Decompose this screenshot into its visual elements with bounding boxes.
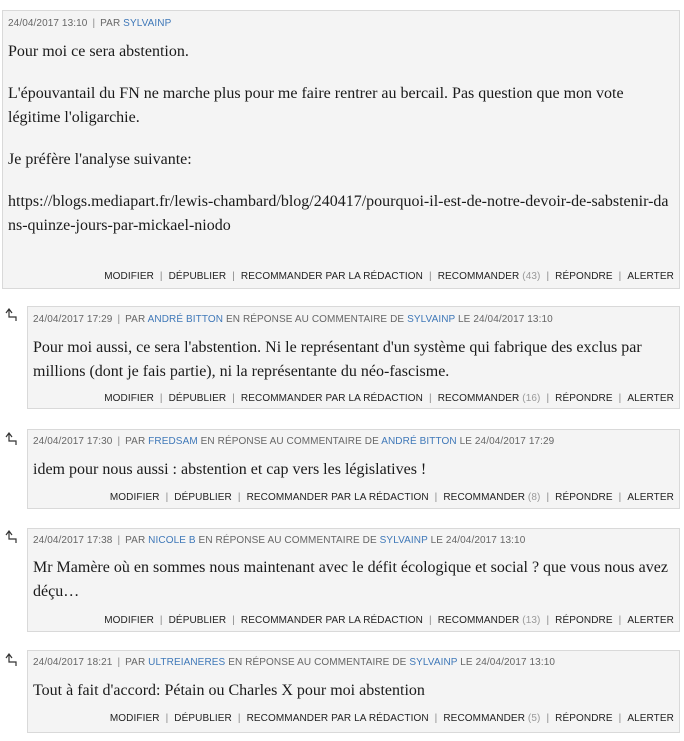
recommander-redaction-link[interactable]: RECOMMANDER PAR LA RÉDACTION xyxy=(240,271,423,282)
recommander-redaction-link[interactable]: RECOMMANDER PAR LA RÉDACTION xyxy=(246,713,429,724)
comment-2-actions: MODIFIER | DÉPUBLIER | RECOMMANDER PAR LA RÉDACTION | RECOMMANDER (16) | RÉPONDRE | ALERTER xyxy=(104,393,674,404)
depublier-link[interactable]: DÉPUBLIER xyxy=(174,713,232,724)
reply-arrow-icon xyxy=(4,432,18,446)
modifier-link[interactable]: MODIFIER xyxy=(109,713,160,724)
repondre-link[interactable]: RÉPONDRE xyxy=(555,492,613,503)
comment-2-meta: 24/04/2017 17:29 | PAR ANDRÉ BITTON EN RÉPONSE AU COMMENTAIRE DE SYLVAINP LE 24/04/2017 13:10 xyxy=(33,314,553,325)
comment-paragraph: L'épouvantail du FN ne marche plus pour me faire rentrer au bercail. Pas question que mon vote légitime l'oligarchie. xyxy=(8,85,624,126)
repondre-link[interactable]: RÉPONDRE xyxy=(555,393,613,404)
comment-paragraph: Pour moi ce sera abstention. xyxy=(8,43,189,60)
reply-to-link[interactable]: SYLVAINP xyxy=(379,535,428,546)
recommend-count: (16) xyxy=(522,393,541,404)
recommander-link[interactable]: RECOMMANDER xyxy=(437,615,520,626)
comment-4-actions: MODIFIER | DÉPUBLIER | RECOMMANDER PAR LA RÉDACTION | RECOMMANDER (13) | RÉPONDRE | ALERTER xyxy=(104,615,674,626)
recommend-count: (13) xyxy=(522,615,541,626)
author-link[interactable]: ANDRÉ BITTON xyxy=(147,314,224,325)
comment-1-body xyxy=(8,40,672,238)
comment-1-meta: 24/04/2017 13:10 | PAR SYLVAINP xyxy=(8,18,172,29)
comment-3-meta: 24/04/2017 17:30 | PAR FREDSAM EN RÉPONSE AU COMMENTAIRE DE ANDRÉ BITTON LE 24/04/2017 17:29 xyxy=(33,436,555,447)
alerter-link[interactable]: ALERTER xyxy=(627,492,674,503)
recommend-count: (5) xyxy=(527,713,541,724)
comment-5-actions: MODIFIER | DÉPUBLIER | RECOMMANDER PAR LA RÉDACTION | RECOMMANDER (5) | RÉPONDRE | ALERTER xyxy=(109,713,674,724)
repondre-link[interactable]: RÉPONDRE xyxy=(555,713,613,724)
depublier-link[interactable]: DÉPUBLIER xyxy=(168,615,227,626)
comment-link[interactable]: https://blogs.mediapart.fr/lewis-chambard/blog/240417/pourquoi-il-est-de-notre-devoir-de-sabstenir-dans-quinze-jours-par-mickael-niodo xyxy=(8,193,669,234)
author-link[interactable]: NICOLE B xyxy=(148,535,196,546)
author-link[interactable]: ULTREIANERES xyxy=(148,657,226,668)
repondre-link[interactable]: RÉPONDRE xyxy=(555,271,613,282)
alerter-link[interactable]: ALERTER xyxy=(627,271,674,282)
alerter-link[interactable]: ALERTER xyxy=(627,713,674,724)
recommander-link[interactable]: RECOMMANDER xyxy=(437,271,520,282)
modifier-link[interactable]: MODIFIER xyxy=(104,271,154,282)
modifier-link[interactable]: MODIFIER xyxy=(109,492,160,503)
modifier-link[interactable]: MODIFIER xyxy=(104,393,154,404)
alerter-link[interactable]: ALERTER xyxy=(627,615,674,626)
recommander-link[interactable]: RECOMMANDER xyxy=(443,492,526,503)
reply-arrow-icon xyxy=(4,308,18,322)
alerter-link[interactable]: ALERTER xyxy=(627,393,674,404)
recommander-redaction-link[interactable]: RECOMMANDER PAR LA RÉDACTION xyxy=(240,393,423,404)
recommander-redaction-link[interactable]: RECOMMANDER PAR LA RÉDACTION xyxy=(246,492,429,503)
depublier-link[interactable]: DÉPUBLIER xyxy=(174,492,232,503)
depublier-link[interactable]: DÉPUBLIER xyxy=(168,271,227,282)
reply-to-link[interactable]: SYLVAINP xyxy=(409,657,458,668)
modifier-link[interactable]: MODIFIER xyxy=(104,615,154,626)
repondre-link[interactable]: RÉPONDRE xyxy=(555,615,613,626)
author-link[interactable]: FREDSAM xyxy=(148,436,198,447)
comment-5-meta: 24/04/2017 18:21 | PAR ULTREIANERES EN RÉPONSE AU COMMENTAIRE DE SYLVAINP LE 24/04/2017 13:10 xyxy=(33,657,556,668)
comment-3-actions: MODIFIER | DÉPUBLIER | RECOMMANDER PAR LA RÉDACTION | RECOMMANDER (8) | RÉPONDRE | ALERTER xyxy=(109,492,674,503)
comment-4-body: Mr Mamère où en sommes nous maintenant avec le défit écologique et social ? que vous nous avez déçu… xyxy=(33,559,668,600)
comment-4-meta: 24/04/2017 17:38 | PAR NICOLE B EN RÉPONSE AU COMMENTAIRE DE SYLVAINP LE 24/04/2017 13:10 xyxy=(33,535,526,546)
recommander-redaction-link[interactable]: RECOMMANDER PAR LA RÉDACTION xyxy=(240,615,423,626)
comment-2-body: Pour moi aussi, ce sera l'abstention. Ni le représentant d'un système qui fabrique des exclus par millions (dont je fais partie), ni la représentante du néo-fascisme. xyxy=(33,339,642,380)
comment-date: 24/04/2017 13:10 xyxy=(8,18,88,29)
comment-paragraph: Je préfère l'analyse suivante: xyxy=(8,151,192,168)
depublier-link[interactable]: DÉPUBLIER xyxy=(168,393,227,404)
recommander-link[interactable]: RECOMMANDER xyxy=(443,713,526,724)
author-link[interactable]: SYLVAINP xyxy=(123,18,172,29)
recommend-count: (43) xyxy=(522,271,541,282)
comment-1-actions: MODIFIER | DÉPUBLIER | RECOMMANDER PAR LA RÉDACTION | RECOMMANDER (43) | RÉPONDRE | ALERTER xyxy=(104,271,674,282)
comment-5-body: Tout à fait d'accord: Pétain ou Charles X pour moi abstention xyxy=(33,682,425,699)
reply-to-link[interactable]: ANDRÉ BITTON xyxy=(381,436,457,447)
comment-3-body: idem pour nous aussi : abstention et cap vers les législatives ! xyxy=(33,461,427,478)
recommander-link[interactable]: RECOMMANDER xyxy=(437,393,520,404)
reply-arrow-icon xyxy=(4,653,18,667)
reply-to-link[interactable]: SYLVAINP xyxy=(407,314,456,325)
reply-arrow-icon xyxy=(4,530,18,544)
recommend-count: (8) xyxy=(527,492,541,503)
